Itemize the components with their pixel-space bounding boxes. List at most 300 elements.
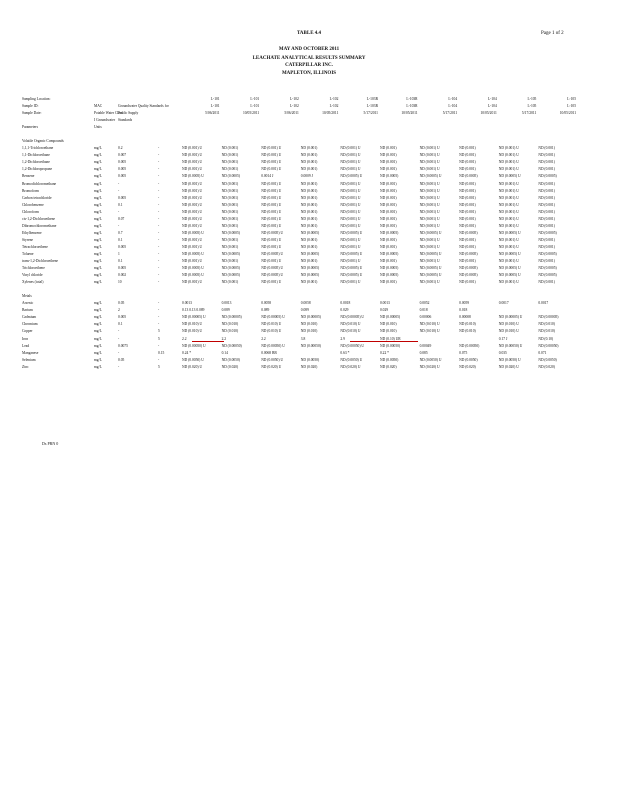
class-i-standard: - [118,329,120,334]
result-value: ND (0.001) U [182,216,203,221]
result-value: 0.075 [459,350,468,355]
table-row [22,244,578,251]
result-value: ND (0.001) U [419,167,440,172]
result-value: ND (0.010) [221,322,239,327]
result-value: 0.035 [498,350,507,355]
result-value: ND (0.001) U [340,223,361,228]
result-value: ND (0.0005) U [261,251,284,256]
parameter-units: mg/L [94,273,102,278]
result-value: 2.2 [221,336,227,341]
parameter-name: Zinc [22,364,29,369]
parameter-name: Copper [22,329,33,334]
result-value: ND (0.001) U [419,209,440,214]
result-value: ND (0.00005) [221,315,242,320]
result-value: ND (0.00050) U [498,343,523,348]
header-value: L-105 [567,104,576,109]
result-value: ND (0.0050) [538,357,557,362]
result-value: ND (0.0050) [300,357,320,362]
header-row [22,124,578,131]
result-value: ND (0.001) [300,195,318,200]
header-value: L-101 [250,104,260,109]
result-value: ND (0.001) [221,209,239,214]
result-value: ND (0.00005) U [261,315,285,320]
result-value: ND (0.001) U [261,259,282,264]
result-value: ND (0.001) [300,216,318,221]
header-value: L-102 [329,97,339,101]
result-value: ND (0.001) [379,216,397,221]
header-value [222,117,262,124]
result-value: ND (0.0050) [459,357,478,362]
parameter-units: mg/L [94,216,102,221]
header-col2: Groundwater Quality Standards for [118,104,169,109]
result-value: ND (0.0005) [459,266,478,271]
public-supply-standard: - [158,280,160,285]
result-value: ND (0.10) UR [379,336,401,341]
parameter-units: mg/L [94,259,102,264]
class-i-standard: - [118,181,120,186]
result-value: ND (0.020) U [261,364,282,369]
table-row [22,272,578,279]
result-value: ND (0.0005) [538,251,557,256]
parameter-units: mg/L [94,195,102,200]
result-value [301,350,341,357]
parameter-name: cis-1,2-Dichloroethene [22,216,56,221]
result-value: 0.00006 [419,315,432,320]
title-line-2: LEACHATE ANALYTICAL RESULTS SUMMARY [252,56,366,61]
result-value: ND (0.0005) [459,230,478,235]
parameter-name: Bromodichloromethane [22,181,57,186]
table-row [22,321,578,328]
table-row [22,188,578,195]
result-value: ND (0.001) U [498,280,519,285]
result-value: ND (0.001) [538,181,555,186]
result-value: ND (0.001) [538,160,555,165]
parameter-units: mg/L [94,364,102,369]
result-value: 0.0058 [261,301,272,306]
result-value: ND (0.001) U [419,153,440,158]
parameter-name: Chloroform [22,209,39,214]
result-value: ND (0.001) U [182,223,203,228]
result-value [538,307,578,314]
result-value: ND (0.001) [459,167,476,172]
result-value: 0.0013 [221,301,232,306]
result-value: ND (0.0005) [538,266,557,271]
header-value [340,117,380,124]
result-value: ND (0.001) U [182,167,203,172]
header-value: L-104 [487,104,497,109]
result-value: ND (0.001) [379,259,397,264]
result-value: ND (0.001) [459,181,476,186]
result-value: ND (0.0005) U [498,266,521,271]
table-row [22,251,578,258]
parameter-name: Dibromochloromethane [22,223,57,228]
parameter-units: mg/L [94,153,102,158]
result-value: ND (0.001) [300,280,318,285]
header-value [301,117,341,124]
result-value: ND (0.001) U [340,237,361,242]
result-value: ND (0.001) [379,167,397,172]
header-value: L-102 [329,104,339,109]
result-value: ND (0.010) U [261,322,282,327]
result-value: ND (0.00050) [538,343,559,348]
result-value: ND (0.0005) U [261,230,284,235]
public-supply-standard: - [158,301,160,306]
parameter-name: Barium [22,308,33,313]
parameter-name: 1,2-Dichloropropane [22,167,53,172]
result-value: ND (0.020) [379,364,397,369]
public-supply-standard: - [158,209,160,214]
result-value: ND (0.001) [379,160,397,165]
public-supply-standard: - [158,315,160,320]
class-i-standard: 0.007 [118,153,127,158]
result-value: ND (0.10) [538,336,554,341]
public-supply-standard: - [158,167,160,172]
result-value: ND (0.010) [379,322,397,327]
result-value: ND (0.001) [459,146,476,151]
header-value [222,124,262,131]
header-col1: Units [94,125,102,130]
class-i-standard: 0.005 [118,266,127,271]
result-value: ND (0.001) U [182,280,203,285]
result-value: ND (0.0005) [538,273,557,278]
result-value: ND (0.00050) [221,343,242,348]
table-row [22,195,578,202]
result-value: ND (0.00050) U [261,343,285,348]
result-value: ND (0.0050) U [340,357,363,362]
result-value: ND (0.001) U [182,160,203,165]
result-value: ND (0.0005) U [419,266,442,271]
result-value: ND (0.0005) U [419,273,442,278]
result-value: ND (0.001) [221,244,239,249]
parameter-units: mg/L [94,350,102,355]
result-value: ND (0.001) U [261,146,282,151]
result-value: ND (0.0005) U [182,251,204,256]
public-supply-standard: - [158,322,160,327]
result-value: 0.14 [221,350,228,355]
result-value: ND (0.001) [221,202,239,207]
result-value: ND (0.001) U [419,146,440,151]
public-supply-standard: - [158,343,160,348]
header-col1: I Groundwater [94,118,116,123]
public-supply-standard: - [158,223,160,228]
result-value: ND (0.001) U [498,209,519,214]
result-value: 3.8 [300,336,306,341]
class-i-standard: 0.7 [118,230,123,235]
result-value: ND (0.001) [379,280,397,285]
result-value: ND (0.00050) [459,343,480,348]
result-value: ND (0.00005) [300,315,321,320]
result-value: ND (0.010) U [340,322,361,327]
spacer-cell [22,286,578,293]
table-row [22,336,578,343]
public-supply-standard: - [158,174,160,179]
class-i-standard: 0.1 [118,259,123,264]
parameter-name: 1,2-Dichloroethane [22,160,50,165]
result-value: ND (0.001) [459,223,476,228]
result-value: 0.0059 [459,301,470,306]
table-row [22,237,578,244]
class-i-standard: 0.005 [118,167,127,172]
class-i-standard: 0.005 [118,244,127,249]
header-value: L-105 [527,104,537,109]
result-value: ND (0.001) [300,209,318,214]
parameter-units: mg/L [94,174,102,179]
parameter-units: mg/L [94,329,102,334]
parameter-name: Benzene [22,174,35,179]
result-value: ND (0.00005) U [498,315,523,320]
result-value: ND (0.001) [379,181,397,186]
result-value [420,336,460,343]
result-value: 0.029 [379,308,389,313]
result-value: ND (0.00050) U [340,343,365,348]
result-value: ND (0.001) U [261,202,282,207]
result-value: ND (0.010) [459,329,476,334]
parameter-name: 1,1-Dichloroethane [22,153,50,158]
public-supply-standard: - [158,259,160,264]
parameter-units: mg/L [94,167,102,172]
result-value: ND (0.001) U [498,181,519,186]
table-row [22,258,578,265]
result-value: ND (0.001) [538,167,555,172]
result-value: ND (0.001) [221,181,239,186]
header-value [261,124,301,131]
result-value: ND (0.0005) [300,251,320,256]
result-value: ND (0.001) U [340,181,361,186]
header-value [538,117,578,124]
result-value: 0.089 [221,308,230,313]
result-value: ND (0.00050) U [182,343,206,348]
header-value: 10/05/2011 [480,111,497,116]
header-col2: Standards [118,118,133,123]
result-value: ND (0.001) [538,223,555,228]
header-value [499,124,539,131]
public-supply-standard: - [158,216,160,221]
header-label [22,117,94,124]
header-value [301,124,341,131]
header-col1: MAC [94,104,103,109]
parameter-name: Tetrachloroethene [22,244,48,249]
table-row [22,166,578,173]
result-value: ND (0.001) [221,188,239,193]
result-value: ND (0.001) [221,280,239,285]
parameter-name: trans-1,2-Dichloroethene [22,259,59,264]
result-value: ND (0.001) [300,259,318,264]
result-value: ND (0.001) [459,216,476,221]
result-value: ND (0.001) U [261,209,282,214]
result-value: ND (0.0050) U [182,357,204,362]
result-value: ND (0.001) U [261,181,282,186]
result-value: ND (0.0005) U [498,230,521,235]
result-value: ND (0.001) U [261,195,282,200]
public-supply-standard: - [158,160,160,165]
parameter-units: mg/L [94,181,102,186]
result-value: ND (0.0005) [379,273,399,278]
result-value: ND (0.001) U [261,223,282,228]
parameter-name: Chromium [22,322,38,327]
parameter-name: Bromoform [22,188,39,193]
parameter-name: Selenium [22,357,36,362]
result-value: ND (0.001) U [419,244,440,249]
parameter-units: mg/L [94,160,102,165]
parameter-name: Vinyl chloride [22,273,43,278]
result-value: ND (0.001) U [498,259,519,264]
public-supply-standard: - [158,195,160,200]
result-value: ND (0.0050) [379,357,399,362]
result-value: ND (0.020) [221,364,239,369]
table-row [22,230,578,237]
result-value: ND (0.001) [221,146,239,151]
header-value: L-101 [210,104,220,109]
result-value: ND (0.00005) U [182,315,206,320]
result-value: ND (0.001) U [419,259,440,264]
result-value: ND (0.001) U [182,146,203,151]
public-supply-standard: - [158,251,160,256]
class-i-standard: 0.005 [118,160,127,165]
result-value: ND (0.0005) [538,230,557,235]
table-row [22,343,578,350]
result-value: ND (0.0005) U [261,266,284,271]
result-value: ND (0.001) U [340,160,361,165]
result-value: 0.0018 [340,301,351,306]
result-value: ND (0.001) [300,202,318,207]
header-value: L-104 [487,97,497,101]
result-value: ND (0.001) [459,237,476,242]
result-value: ND (0.001) U [182,259,203,264]
result-value: 0.0017 [498,301,509,306]
result-value: 0.018 [459,308,468,313]
public-supply-standard: 0.15 [158,350,165,355]
public-supply-standard: - [158,188,160,193]
table-row [22,357,578,364]
result-value: ND (0.00050) [379,343,401,348]
result-value: ND (0.001) U [261,244,282,249]
parameter-name: Xylenes (total) [22,280,44,285]
result-value: ND (0.001) U [182,244,203,249]
parameter-units: mg/L [94,343,102,348]
result-value: ND (0.020) U [498,364,519,369]
header-value: L-105 [527,97,537,101]
header-value: L-102 [289,104,299,109]
section-header-row [22,138,578,145]
parameter-name: Chlorobenzene [22,202,44,207]
parameter-name: Toluene [22,251,34,256]
result-value: ND (0.0050) U [419,357,442,362]
result-value: 0.13 0.13 0.089 [182,308,205,313]
result-value: ND (0.001) [221,167,239,172]
result-value: ND (0.001) U [261,188,282,193]
result-value: ND (0.020) U [419,364,440,369]
result-value: 0.00049 [419,343,432,348]
result-value: ND (0.001) U [340,202,361,207]
header-value: 10/05/2011 [322,111,339,116]
result-value: ND (0.0005) U [340,251,363,256]
result-value: ND (0.001) U [182,195,203,200]
result-value: ND (0.001) [221,237,239,242]
header-label: Sample Date: [22,111,42,116]
result-value: ND (0.001) U [340,216,361,221]
result-value: ND (0.0005) [379,174,399,179]
parameter-units: mg/L [94,266,102,271]
class-i-standard: 0.002 [118,273,127,278]
result-value: ND (0.001) U [419,188,440,193]
result-value: ND (0.001) U [261,237,282,242]
result-value: ND (0.001) [459,259,476,264]
header-value [182,117,222,124]
table-row [22,279,578,286]
result-value: ND (0.001) U [340,153,361,158]
header-value [420,117,460,124]
result-value: ND (0.001) [300,237,318,242]
result-value: ND (0.001) [221,195,239,200]
table-row [22,314,578,321]
result-value: ND (0.001) [300,146,318,151]
result-value: ND (0.001) U [419,216,440,221]
header-value [380,124,420,131]
result-value: ND (0.001) U [340,259,361,264]
result-value: ND (0.010) U [419,329,440,334]
result-value: ND (0.001) U [419,237,440,242]
result-value: ND (0.0005) U [261,273,284,278]
result-value: ND (0.001) [538,153,555,158]
result-value: ND (0.001) [538,244,555,249]
result-value: 0.0068 BB [261,350,277,355]
result-value: 0.00008 [459,315,471,320]
header-value [420,124,460,131]
header-value: L-104 [448,97,458,101]
parameter-units: mg/L [94,202,102,207]
table-row [22,216,578,223]
public-supply-standard: - [158,153,160,158]
class-i-standard: 0.1 [118,237,123,242]
class-i-standard: - [118,350,120,355]
result-value: ND (0.001) [538,188,555,193]
header-row [22,103,578,110]
class-i-standard: 1 [118,251,120,256]
class-i-standard: 2 [118,308,120,313]
result-value: ND (0.001) [300,153,318,158]
result-value: ND (0.0005) U [340,174,363,179]
result-value: ND (0.001) U [419,223,440,228]
result-value: ND (0.001) [538,209,555,214]
header-value [459,124,499,131]
result-value: ND (0.0005) U [340,230,363,235]
result-value: ND (0.0005) [221,273,240,278]
result-value: ND (0.001) [538,280,555,285]
table-row [22,265,578,272]
result-value: 0.0052 [419,301,430,306]
table-row [22,307,578,314]
parameter-name: Ethylbenzene [22,230,42,235]
result-value: 2.9 [340,336,345,341]
result-value: ND (0.001) U [498,237,519,242]
result-value: ND (0.001) U [182,153,203,158]
result-value: ND (0.0005) [221,251,240,256]
header-value [459,117,499,124]
result-value: ND (0.00005) [379,315,401,320]
header-value: 5/17/2011 [442,111,458,116]
result-value: ND (0.001) U [261,153,282,158]
result-value: ND (0.010) U [182,329,203,334]
result-value: ND (0.001) U [261,216,282,221]
result-value: ND (0.001) U [419,280,440,285]
parameter-units: mg/L [94,209,102,214]
header-value [380,117,420,124]
result-value: ND (0.001) [538,202,555,207]
result-value: ND (0.001) U [498,160,519,165]
class-i-standard: 0.05 [118,301,125,306]
result-value: ND (0.010) U [498,322,519,327]
header-row [22,110,578,117]
